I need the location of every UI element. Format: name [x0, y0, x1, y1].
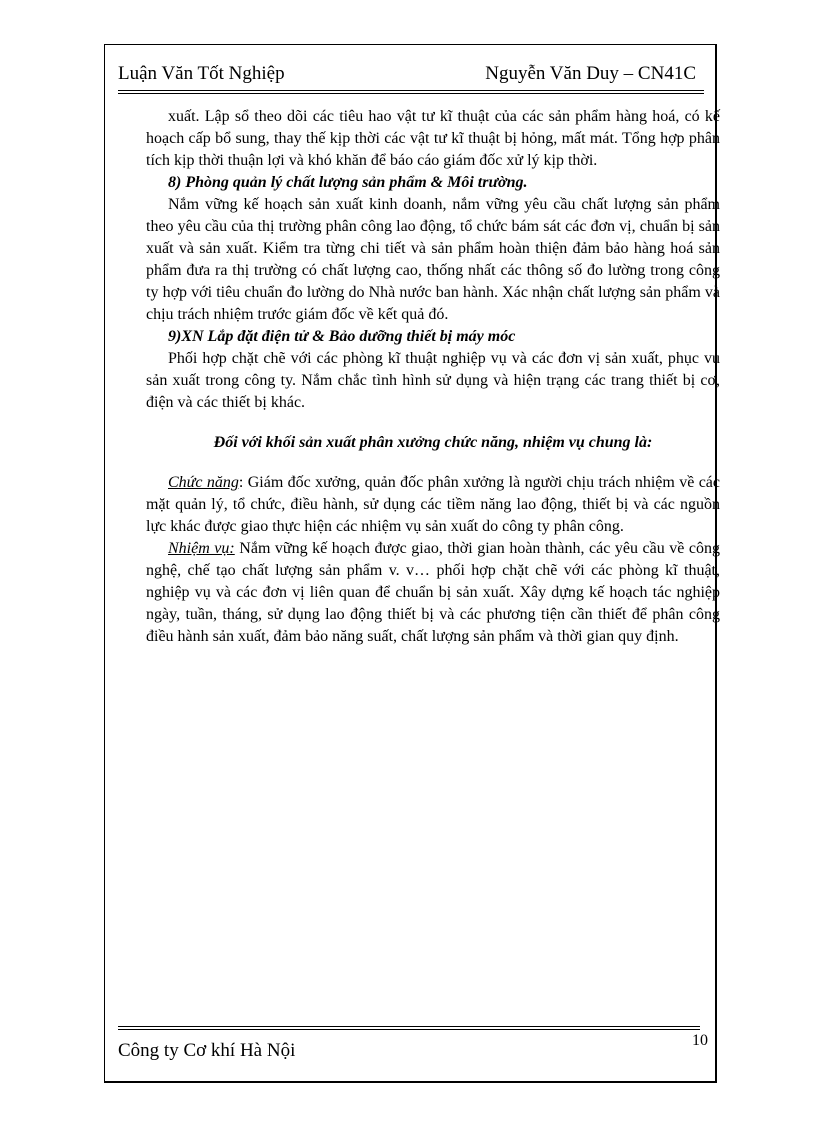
paragraph-nhiem-vu: [146, 538, 720, 648]
paragraph-chuc-nang: [146, 472, 720, 538]
nhiem-vu-text: Nắm vững kế hoạch được giao, thời gian hoàn thành, các yêu cầu về công nghệ, chế tạo chất lượng sản phẩm v. v… phối hợp chặt chẽ với các phòng kĩ thuật, nghiệp vụ và các đơn vị liên quan để chuẩn bị sản xuất. Xây dựng kế hoạch tác nghiệp ngày, tuần, tháng, sử dụng lao động thiết bị và các phương tiện cần thiết để phân công điều hành sản xuất, đảm bảo năng suất, chất lượng sản phẩm và thời gian quy định.: [146, 540, 721, 645]
paragraph-8: Nắm vững kế hoạch sản xuất kinh doanh, nắm vững yêu cầu chất lượng sản phẩm theo yêu cầu của thị trường phân công lao động, tổ chức bám sát các đơn vị, chuẩn bị sản xuất và sản xuất. Kiểm tra từng chi tiết và sản phẩm hoàn thiện đảm bảo hàng hoá sản phẩm đưa ra thị trường có chất lượng cao, thống nhất các thông số đo lường trong công ty hợp với tiêu chuẩn đo lường do Nhà nước ban hành. Xác nhận chất lượng sản phẩm và chịu trách nhiệm trước giám đốc về kết quả đó.: [146, 196, 720, 323]
header-rule: [118, 90, 704, 94]
page-number: 10: [692, 1032, 708, 1049]
footer-rule: [118, 1026, 700, 1030]
page-body: [146, 106, 720, 648]
chuc-nang-text: : Giám đốc xưởng, quản đốc phân xưởng là người chịu trách nhiệm về các mặt quản lý, tổ chức, điều hành, sử dụng các tiềm năng lao động, thiết bị và các nguồn lực khác được giao thực hiện các nhiệm vụ sản xuất do công ty phân công.: [146, 474, 720, 535]
footer-company: Công ty Cơ khí Hà Nội: [118, 1040, 296, 1061]
section-heading-khoi: Đối với khối sản xuất phân xưởng chức năng, nhiệm vụ chung là:: [213, 434, 653, 451]
paragraph-1: xuất. Lập sổ theo dõi các tiêu hao vật tư kĩ thuật của các sản phẩm hàng hoá, có kế hoạch cấp bổ sung, thay thế kịp thời các vật tư kĩ thuật bị hỏng, mất mát. Tổng hợp phân tích kịp thời thuận lợi và khó khăn để báo cáo giám đốc xử lý kịp thời.: [146, 108, 720, 169]
header-title: Luận Văn Tốt Nghiệp: [118, 63, 285, 84]
paragraph-9: Phối hợp chặt chẽ với các phòng kĩ thuật nghiệp vụ và các đơn vị sản xuất, phục vụ sản xuất trong công ty. Nắm chắc tình hình sử dụng và hiện trạng các trang thiết bị cơ, điện và các thiết bị khác.: [146, 350, 720, 411]
section-heading-8: 8) Phòng quản lý chất lượng sản phẩm & Môi trường.: [168, 174, 528, 191]
chuc-nang-label: Chức năng: [168, 474, 239, 491]
header-author: Nguyễn Văn Duy – CN41C: [485, 63, 696, 84]
section-heading-9: 9)XN Lắp đặt điện tử & Bảo dưỡng thiết bị máy móc: [168, 328, 516, 345]
nhiem-vu-label: Nhiệm vụ:: [168, 540, 235, 557]
